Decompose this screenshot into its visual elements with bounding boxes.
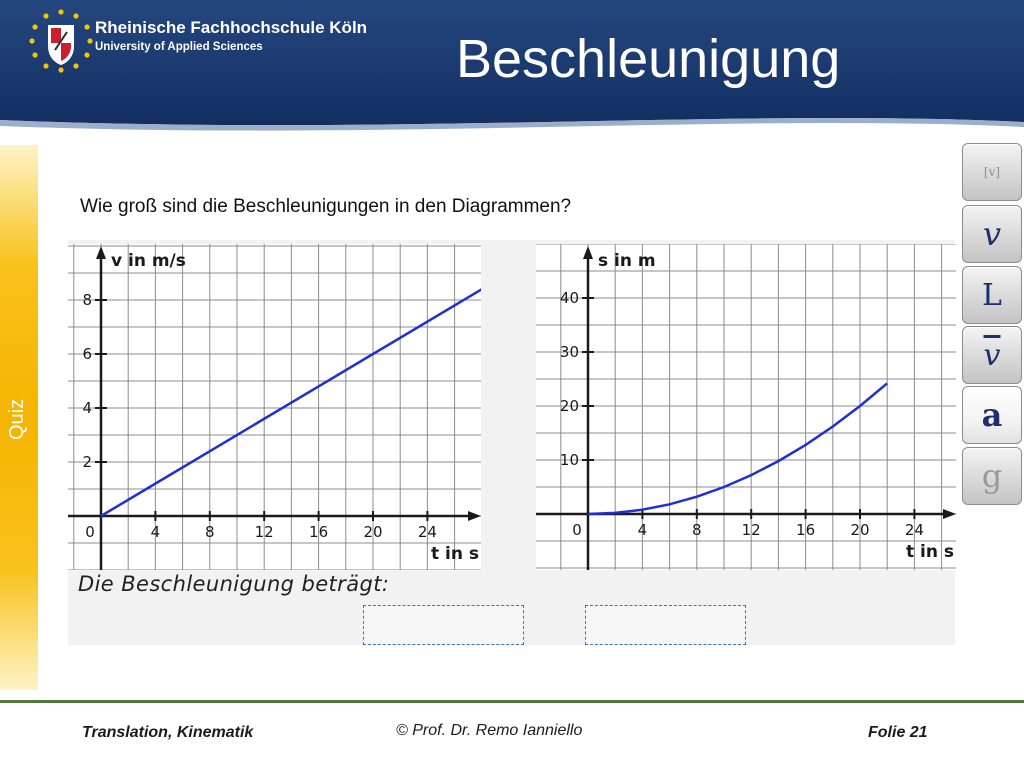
x-tick-label: 4 [637,521,648,539]
nav-button-gravity[interactable] [962,447,1022,505]
y-tick-label: 40 [559,289,579,307]
acceleration-answer-field-2[interactable] [585,605,746,645]
acceleration-answer-field-1[interactable] [363,605,524,645]
footer-divider [0,700,1024,703]
question-text: Wie groß sind die Beschleunigungen in den Diagrammen? [80,196,572,217]
abs-v-icon: [v] [983,165,1001,179]
length-icon: L [982,277,1002,313]
distance-time-graph [536,244,956,570]
y-tick-label: 20 [559,397,579,415]
x-tick-label: 16 [796,521,816,539]
velocity-icon: v [982,215,1002,253]
nav-button-velocity[interactable] [962,205,1022,263]
header-banner [0,0,1024,140]
nav-button-magnitude-v[interactable] [962,143,1022,201]
y-axis-label: s in m [598,251,656,271]
slide-title: Beschleunigung [456,29,841,89]
footer-copyright: © Prof. Dr. Remo Ianniello [396,722,583,739]
x-tick-label: 24 [904,521,924,539]
x-tick-label: 8 [205,523,215,541]
nav-button-mean-velocity[interactable] [962,326,1022,384]
nav-button-acceleration[interactable] [962,386,1022,444]
x-tick-label: 12 [254,523,274,541]
x-axis-label: t in s [430,544,479,564]
y-axis-label: v in m/s [111,251,186,271]
x-tick-label: 20 [363,523,383,541]
university-logo-icon [26,6,96,76]
y-tick-label: 30 [559,343,579,361]
footer-slide-number: Folie 21 [868,724,928,741]
nav-button-length[interactable] [962,266,1022,324]
x-tick-label: 12 [741,521,761,539]
institution-name: Rheinische Fachhochschule Köln [95,18,368,37]
mean-velocity-icon: $\overline{v}$ [983,337,1001,373]
x-tick-label: 16 [309,523,329,541]
x-tick-label: 0 [85,523,95,541]
footer-course-title: Translation, Kinematik [82,724,254,741]
x-tick-label: 20 [850,521,870,539]
institution-subtitle: University of Applied Sciences [95,41,263,53]
y-tick-label: 2 [82,453,92,471]
x-tick-label: 4 [150,523,161,541]
plot-background [68,244,481,570]
y-tick-label: 10 [559,451,579,469]
gravity-icon: g [981,457,1003,495]
y-tick-label: 6 [82,345,92,363]
quiz-label: Quiz [6,398,28,440]
y-tick-label: 4 [82,399,92,417]
answer-prompt: Die Beschleunigung beträgt: [78,572,390,596]
x-tick-label: 8 [692,521,702,539]
acceleration-icon: a [981,396,1003,434]
x-tick-label: 0 [572,521,582,539]
y-tick-label: 8 [82,291,92,309]
velocity-time-graph [68,244,481,570]
x-axis-label: t in s [905,542,954,562]
x-tick-label: 24 [417,523,437,541]
